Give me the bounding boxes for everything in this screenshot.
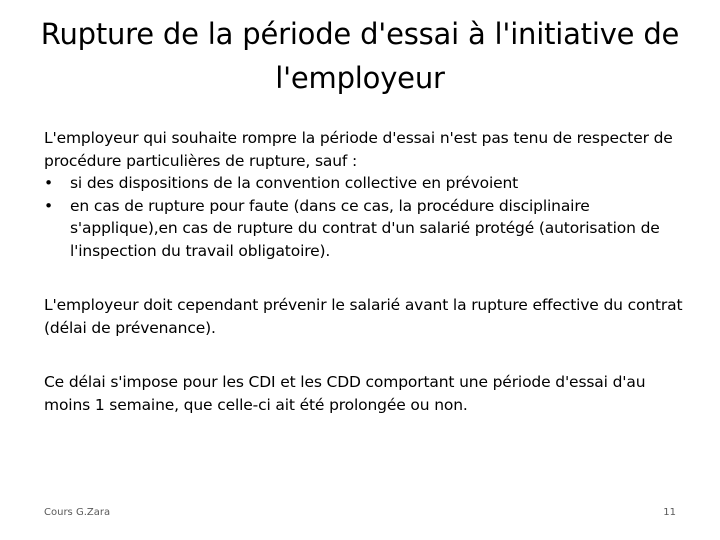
slide-title: Rupture de la période d'essai à l'initiative de l'employeur [40,17,680,95]
bullet-item [44,172,684,195]
bullet-item [44,195,684,263]
slide-body [44,127,684,416]
delay-paragraph: Ce délai s'impose pour les CDI et les CDD comportant une période d'essai d'au moins 1 semaine, que celle-ci ait été prolongée ou non. [44,373,646,414]
spacer [44,262,684,294]
bullet-dot-icon: • [44,174,53,192]
footer-author: Cours G.Zara [44,507,111,518]
intro-paragraph: L'employeur qui souhaite rompre la période d'essai n'est pas tenu de respecter de procédure particulières de rupture, sauf : [44,129,673,170]
bullet-text: en cas de rupture pour faute (dans ce cas, la procédure disciplinaire s'applique),en cas de rupture du contrat d'un salarié protégé (autorisation de l'inspection du travail obligatoire). [70,196,660,260]
notice-paragraph: L'employeur doit cependant prévenir le salarié avant la rupture effective du contrat (délai de prévenance). [44,296,683,337]
bullet-list [44,172,684,262]
bullet-dot-icon: • [44,196,53,215]
page-number: 11 [663,507,676,518]
spacer [44,339,684,371]
bullet-text: si des dispositions de la convention collective en prévoient [70,174,519,192]
